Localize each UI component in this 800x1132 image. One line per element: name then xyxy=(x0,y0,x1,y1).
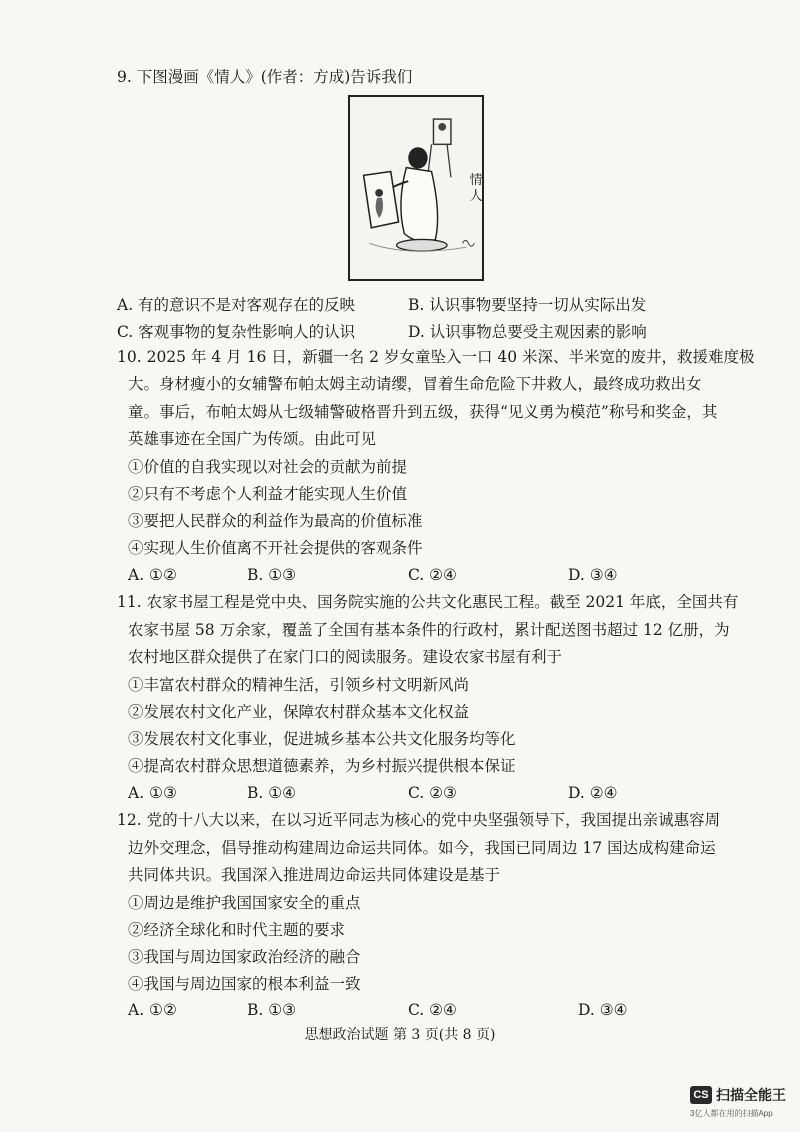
q11-item-1: ①丰富农村群众的精神生活，引领乡村文明新风尚 xyxy=(128,676,470,694)
q12-option-d[interactable]: D. ③④ xyxy=(578,1001,628,1019)
q9-cartoon xyxy=(348,95,484,281)
q12-option-a[interactable]: A. ①② xyxy=(128,1001,177,1019)
q10-option-a[interactable]: A. ①② xyxy=(128,566,177,584)
q12-stem-line: 边外交理念，倡导推动构建周边命运共同体。如今，我国已同周边 17 国达成构建命运 xyxy=(128,839,716,857)
q12-stem-line: 12. 党的十八大以来，在以习近平同志为核心的党中央坚强领导下，我国提出亲诚惠容周 xyxy=(117,811,721,829)
q12-stem-line: 共同体共识。我国深入推进周边命运共同体建设是基于 xyxy=(128,866,501,884)
q12-option-c[interactable]: C. ②④ xyxy=(408,1001,457,1019)
q11-item-2: ②发展农村文化产业，保障农村群众基本文化权益 xyxy=(128,703,470,721)
q12-item-3: ③我国与周边国家政治经济的融合 xyxy=(128,948,361,966)
q9-option-c[interactable]: C. 客观事物的复杂性影响人的认识 xyxy=(117,323,356,341)
watermark-name: 扫描全能王 xyxy=(716,1087,786,1103)
q10-item-1: ①价值的自我实现以对社会的贡献为前提 xyxy=(128,458,408,476)
q9-option-d[interactable]: D. 认识事物总要受主观因素的影响 xyxy=(408,323,647,341)
cartoon-caption: 情人 xyxy=(469,173,483,204)
q9-option-b[interactable]: B. 认识事物要坚持一切从实际出发 xyxy=(408,296,647,314)
q12-item-2: ②经济全球化和时代主题的要求 xyxy=(128,921,346,939)
q10-option-d[interactable]: D. ③④ xyxy=(568,566,618,584)
q12-item-1: ①周边是维护我国国家安全的重点 xyxy=(128,894,361,912)
q10-stem-line: 大。身材瘦小的女辅警布帕太姆主动请缨，冒着生命危险下井救人，最终成功救出女 xyxy=(128,375,702,393)
q10-stem-line: 英雄事迹在全国广为传颂。由此可见 xyxy=(128,430,377,448)
page-footer: 思想政治试题 第 3 页(共 8 页) xyxy=(304,1027,496,1043)
q12-item-4: ④我国与周边国家的根本利益一致 xyxy=(128,975,361,993)
q11-option-d[interactable]: D. ②④ xyxy=(568,784,618,802)
q11-stem-line: 11. 农家书屋工程是党中央、国务院实施的公共文化惠民工程。截至 2021 年底，全国共有 xyxy=(117,593,739,611)
q9-option-a[interactable]: A. 有的意识不是对客观存在的反映 xyxy=(117,296,356,314)
q9-stem: 9. 下图漫画《情人》(作者：方成)告诉我们 xyxy=(117,68,413,86)
q10-option-c[interactable]: C. ②④ xyxy=(408,566,457,584)
q11-option-c[interactable]: C. ②③ xyxy=(408,784,457,802)
q10-stem-line: 童。事后，布帕太姆从七级辅警破格晋升到五级，获得“见义勇为模范”称号和奖金，其 xyxy=(128,403,718,421)
q10-item-4: ④实现人生价值离不开社会提供的客观条件 xyxy=(128,539,423,557)
q11-option-b[interactable]: B. ①④ xyxy=(247,784,297,802)
cs-logo-icon: CS xyxy=(690,1086,712,1104)
q11-stem-line: 农家书屋 58 万余家，覆盖了全国有基本条件的行政村，累计配送图书超过 12 亿册，为 xyxy=(128,621,730,639)
q12-option-b[interactable]: B. ①③ xyxy=(247,1001,297,1019)
q10-item-2: ②只有不考虑个人利益才能实现人生价值 xyxy=(128,485,408,503)
q11-item-4: ④提高农村群众思想道德素养，为乡村振兴提供根本保证 xyxy=(128,757,516,775)
q10-item-3: ③要把人民群众的利益作为最高的价值标准 xyxy=(128,512,423,530)
watermark-slogan: 3亿人都在用的扫描App xyxy=(690,1109,773,1118)
q11-option-a[interactable]: A. ①③ xyxy=(128,784,177,802)
q11-stem-line: 农村地区群众提供了在家门口的阅读服务。建设农家书屋有利于 xyxy=(128,648,563,666)
scanner-watermark xyxy=(690,1086,790,1126)
q10-option-b[interactable]: B. ①③ xyxy=(247,566,297,584)
q10-stem-line: 10. 2025 年 4 月 16 日，新疆一名 2 岁女童坠入一口 40 米深、半米宽的废井，救援难度极 xyxy=(117,348,755,366)
cartoon-drawing xyxy=(350,97,482,279)
q11-item-3: ③发展农村文化事业，促进城乡基本公共文化服务均等化 xyxy=(128,730,516,748)
